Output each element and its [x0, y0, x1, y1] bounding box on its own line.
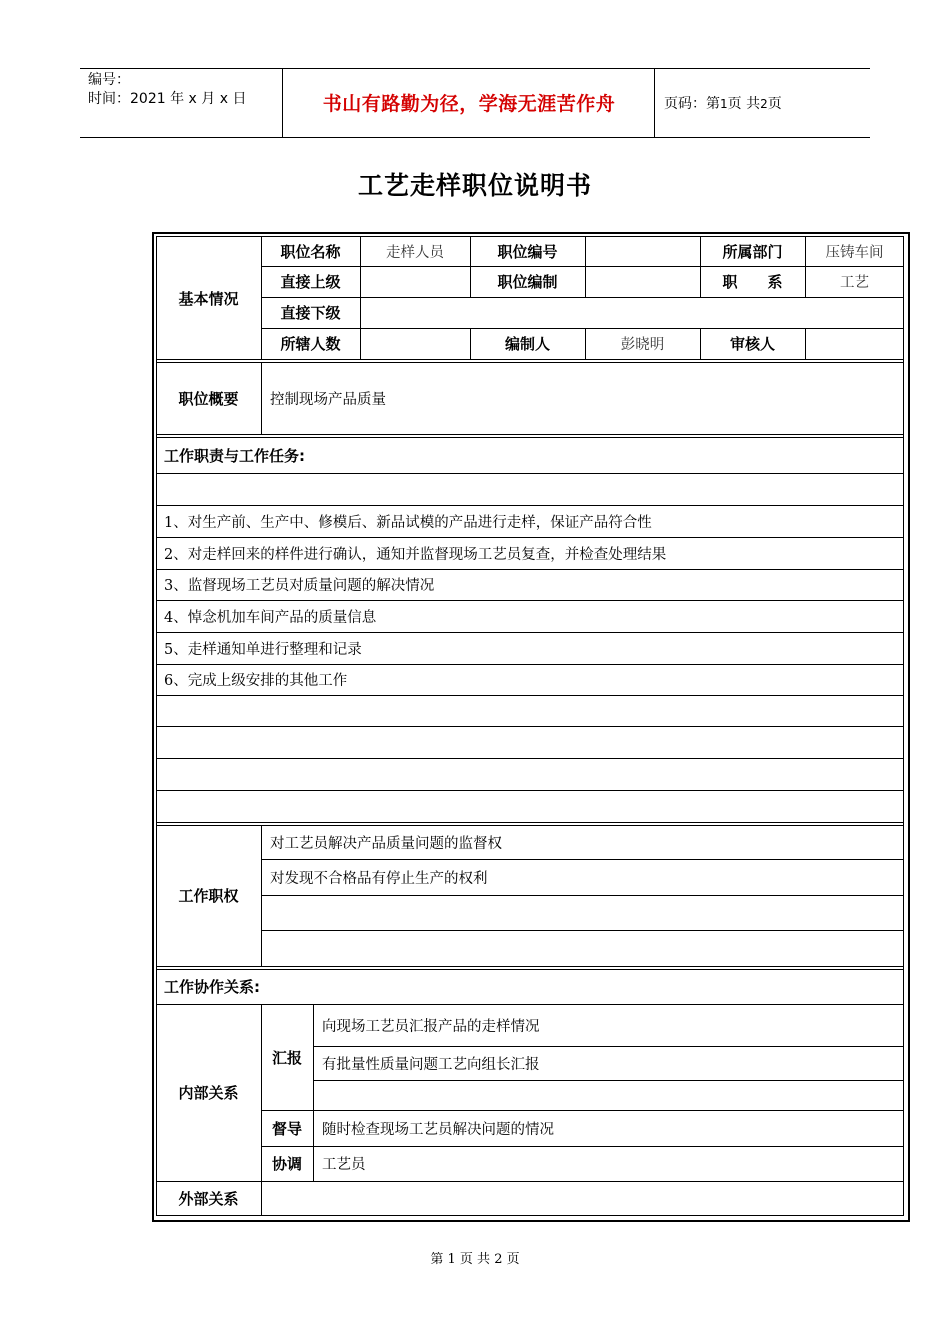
department-value: 压铸车间 [825, 244, 884, 261]
duties-heading: 工作职责与工作任务: [164, 446, 305, 465]
header-page-total: 2 [760, 97, 768, 111]
duty-item: 4、悼念机加车间产品的质量信息 [164, 609, 377, 626]
basic-info-section-label: 基本情况 [178, 289, 239, 308]
document-date: 时间：2021 年 x 月 x 日 [88, 91, 247, 107]
subordinate-label: 直接下级 [280, 304, 341, 322]
coordinate-label: 协调 [271, 1155, 302, 1173]
position-name-label: 职位名称 [280, 242, 341, 261]
subordinate-value [360, 297, 904, 328]
duty-item: 6、完成上级安排的其他工作 [164, 673, 348, 689]
series-value: 工艺 [840, 275, 869, 291]
duty-item: 3、监督现场工艺员对质量问题的解决情况 [164, 578, 435, 594]
duty-item: 5、走样通知单进行整理和记录 [164, 641, 362, 658]
grid-line [156, 822, 904, 823]
cooperation-heading: 工作协作关系: [164, 978, 260, 996]
headcount-label: 职位编制 [497, 273, 558, 291]
position-code-label: 职位编号 [497, 242, 558, 261]
footer-page-current: 1 [447, 1252, 456, 1267]
duty-item [156, 758, 904, 790]
header-meta [88, 71, 246, 109]
duty-item: 1、对生产前、生产中、修模后、新品试模的产品进行走样，保证产品符合性 [164, 514, 652, 531]
page-footer: 第 1 页 共 2 页 [430, 1252, 520, 1267]
report-label: 汇报 [271, 1048, 302, 1067]
header-motto: 书山有路勤为径，学海无涯苦作舟 [322, 93, 616, 115]
external-relations-text [261, 1181, 904, 1216]
series-label: 职 系 [722, 273, 783, 291]
coordinate-text: 工艺员 [322, 1157, 366, 1173]
duty-item: 2、对走样回来的样件进行确认，通知并监督现场工艺员复查，并检查处理结果 [164, 546, 667, 563]
header-page-indicator: 页码：第1页 共2页 [664, 96, 782, 112]
duty-item [156, 726, 904, 758]
grid-line [156, 359, 904, 360]
position-code-value [585, 236, 700, 266]
authority-item: 对发现不合格品有停止生产的权利 [270, 870, 488, 887]
authority-label: 工作职权 [178, 887, 239, 905]
grid-line [156, 966, 904, 967]
duty-item [156, 790, 904, 822]
header-page-current: 1 [720, 97, 728, 111]
authority-item [261, 930, 904, 966]
grid-line [156, 434, 904, 435]
summary-label: 职位概要 [178, 389, 239, 408]
authority-item [261, 895, 904, 930]
summary-text: 控制现场产品质量 [270, 391, 386, 408]
duty-item [156, 473, 904, 505]
document-header [80, 68, 870, 138]
reviewer-label: 审核人 [729, 335, 775, 353]
supervisor-value [360, 266, 470, 297]
author-label: 编制人 [504, 335, 550, 353]
report-item: 向现场工艺员汇报产品的走样情况 [322, 1018, 540, 1035]
headcount-value [585, 266, 700, 297]
report-item [313, 1080, 904, 1110]
supervise-label: 督导 [271, 1119, 302, 1138]
reports-count-value [360, 328, 470, 359]
supervisor-label: 直接上级 [280, 273, 341, 291]
supervise-text: 随时检查现场工艺员解决问题的情况 [322, 1121, 554, 1138]
document-number-label: 编号： [88, 72, 130, 88]
footer-page-total: 2 [494, 1252, 503, 1267]
reports-count-label: 所辖人数 [280, 335, 341, 353]
department-label: 所属部门 [722, 242, 783, 261]
authority-item: 对工艺员解决产品质量问题的监督权 [270, 835, 502, 852]
document-title: 工艺走样职位说明书 [357, 171, 592, 200]
author-value: 彭晓明 [620, 337, 665, 353]
duty-item [156, 695, 904, 726]
report-item: 有批量性质量问题工艺向组长汇报 [322, 1056, 540, 1073]
external-relations-label: 外部关系 [178, 1190, 239, 1208]
reviewer-value [805, 328, 904, 359]
internal-relations-label: 内部关系 [178, 1084, 239, 1102]
position-name-value: 走样人员 [386, 244, 444, 261]
